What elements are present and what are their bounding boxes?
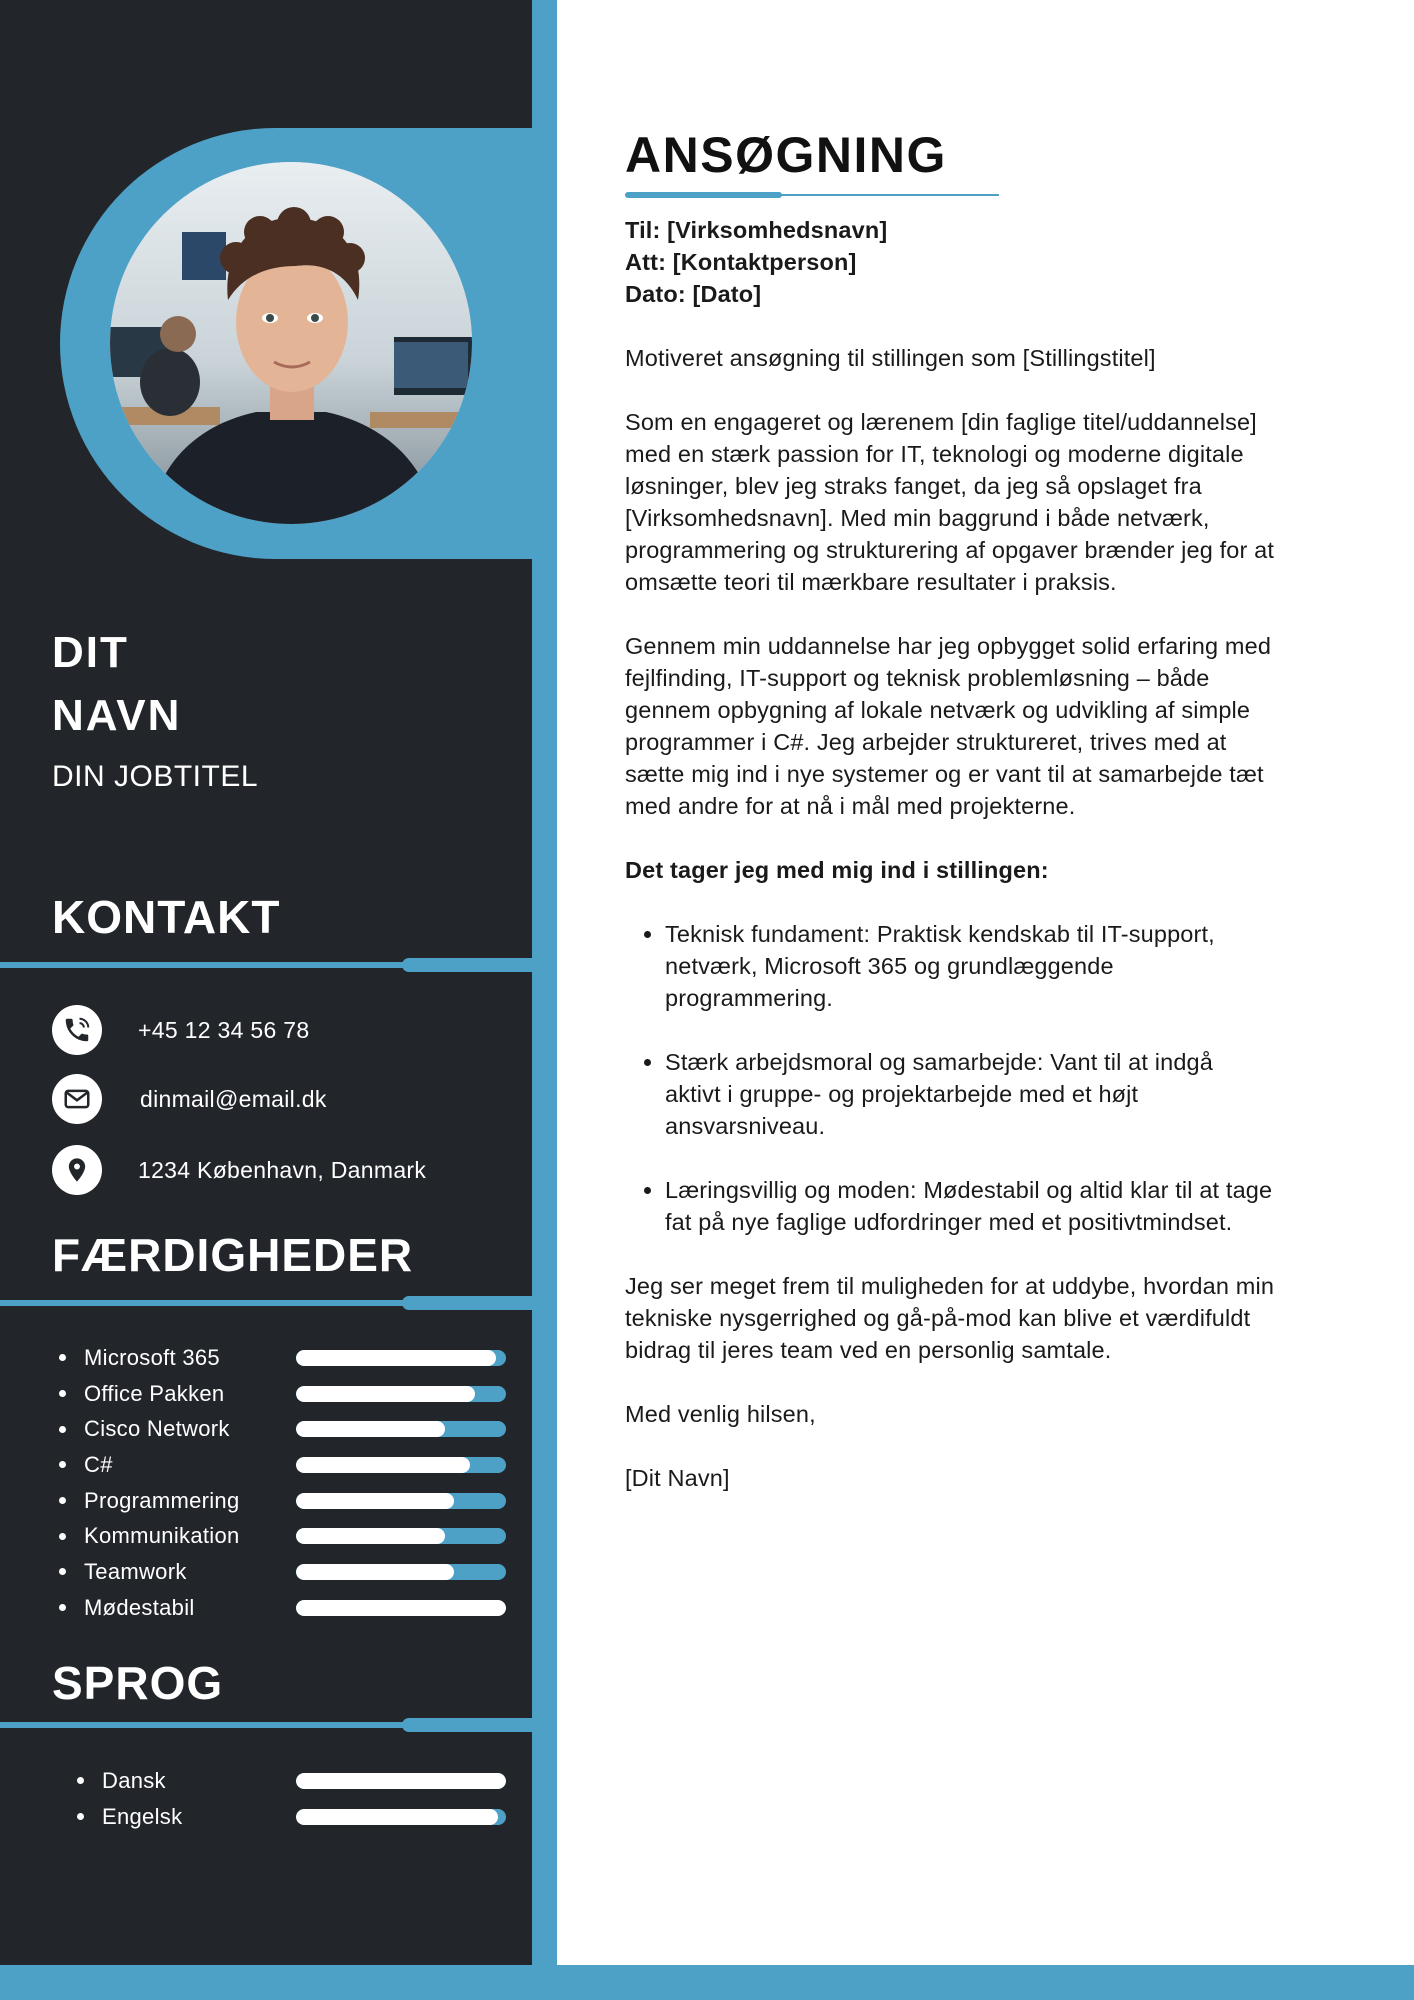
bullet-icon — [59, 1354, 66, 1361]
contact-heading: KONTAKT — [52, 891, 281, 943]
skill-row — [52, 1447, 507, 1483]
bottom-accent-bar — [0, 1965, 1414, 2000]
bullet-icon — [59, 1497, 66, 1504]
level-bar-fill — [296, 1421, 445, 1437]
recipient-contact: Att: [Kontaktperson] — [625, 249, 857, 275]
letter-body — [625, 214, 1275, 1526]
letter-date: Dato: [Dato] — [625, 281, 762, 307]
bullet-icon — [59, 1533, 66, 1540]
level-bar-fill — [296, 1564, 454, 1580]
language-row — [70, 1799, 525, 1835]
contact-email[interactable] — [52, 1074, 327, 1124]
address: 1234 København, Danmark — [138, 1156, 427, 1183]
skill-row — [52, 1554, 507, 1590]
language-label: Engelsk — [102, 1803, 183, 1829]
bullet-icon — [59, 1461, 66, 1468]
letter-paragraph-1: Som en engageret og lærenem [din faglige titel/uddannelse] med en stærk passion for IT, teknologi og moderne digitale løsninger, blev jeg straks fanget, da jeg så opslaget fra [Virksomhedsnavn]. Med min baggrund i både netværk, programmering og strukturering af opgaver brænder jeg for at omsætte teori til mærkbare resultater i praksis. — [625, 409, 1275, 595]
skills-heading: FÆRDIGHEDER — [52, 1229, 414, 1281]
language-row — [70, 1763, 525, 1799]
skill-row — [52, 1411, 507, 1447]
level-bar — [296, 1528, 506, 1544]
level-bar-fill — [296, 1350, 496, 1366]
profile-photo — [110, 162, 472, 524]
bullet-icon — [59, 1604, 66, 1611]
letter-subject: Motiveret ansøgning til stillingen som [Stillingstitel] — [625, 345, 1156, 371]
location-pin-icon — [52, 1145, 102, 1195]
qualification-list — [625, 918, 1275, 1238]
skill-label: Microsoft 365 — [84, 1344, 220, 1370]
bullet-icon — [77, 1813, 84, 1820]
level-bar-fill — [296, 1386, 475, 1402]
languages-divider — [0, 1722, 532, 1728]
level-bar-fill — [296, 1493, 454, 1509]
closing-paragraph: Jeg ser meget frem til muligheden for at uddybe, hvordan min tekniske nysgerrighed og gå-på-mod kan blive et værdifuldt bidrag til jeres team ved en personlig samtale. — [625, 1273, 1275, 1363]
skill-row — [52, 1340, 507, 1376]
bullet-icon — [59, 1390, 66, 1397]
level-bar — [296, 1386, 506, 1402]
job-title: DIN JOBTITEL — [52, 760, 259, 793]
skill-label: Programmering — [84, 1487, 240, 1513]
level-bar — [296, 1809, 506, 1825]
portrait-photo-icon — [110, 162, 472, 524]
mail-icon — [52, 1074, 102, 1124]
title-underline — [625, 194, 999, 196]
bullet-icon — [59, 1426, 66, 1433]
skill-label: Cisco Network — [84, 1416, 230, 1442]
list-heading: Det tager jeg med mig ind i stillingen: — [625, 857, 1049, 883]
name-line-1: DIT — [52, 628, 129, 677]
contact-address — [52, 1145, 426, 1195]
level-bar-fill — [296, 1809, 498, 1825]
list-item: • Teknisk fundament: Praktisk kendskab til IT-support, netværk, Microsoft 365 og grundlæggende programmering. — [665, 918, 1275, 1014]
email-address: dinmail@email.dk — [140, 1085, 327, 1112]
languages-list — [70, 1763, 525, 1834]
level-bar-fill — [296, 1600, 506, 1616]
languages-heading: SPROG — [52, 1657, 224, 1709]
name-line-2: NAVN — [52, 691, 182, 740]
skill-row — [52, 1376, 507, 1412]
level-bar — [296, 1457, 506, 1473]
level-bar — [296, 1493, 506, 1509]
level-bar-fill — [296, 1773, 506, 1789]
level-bar — [296, 1773, 506, 1789]
level-bar-fill — [296, 1528, 445, 1544]
letter-paragraph-2: Gennem min uddannelse har jeg opbygget solid erfaring med fejlfinding, IT-support og teknisk problemløsning – både gennem opbygning af lokale netværk og udvikling af simple programmer i C#. Jeg arbejder struktureret, trives med at sætte mig ind i nye systemer og er vant til at samarbejde tæt med andre for at nå i mål med projekterne. — [625, 633, 1272, 819]
skill-label: C# — [84, 1451, 113, 1477]
bullet-icon — [77, 1777, 84, 1784]
skill-row — [52, 1590, 507, 1626]
recipient-company: Til: [Virksomhedsnavn] — [625, 217, 888, 243]
level-bar — [296, 1421, 506, 1437]
phone-icon — [52, 1005, 102, 1055]
regards: Med venlig hilsen, — [625, 1401, 816, 1427]
list-item: • Stærk arbejdsmoral og samarbejde: Vant til at indgå aktivt i gruppe- og projektarbejde med et højt ansvarsniveau. — [665, 1046, 1275, 1142]
level-bar — [296, 1564, 506, 1580]
skill-row — [52, 1518, 507, 1554]
signature: [Dit Navn] — [625, 1465, 730, 1491]
bullet-icon — [59, 1568, 66, 1575]
skill-label: Mødestabil — [84, 1594, 195, 1620]
contact-divider — [0, 962, 532, 968]
skill-label: Teamwork — [84, 1558, 187, 1584]
level-bar — [296, 1600, 506, 1616]
level-bar — [296, 1350, 506, 1366]
skills-list — [52, 1340, 507, 1626]
level-bar-fill — [296, 1457, 470, 1473]
contact-phone[interactable] — [52, 1005, 309, 1055]
phone-number: +45 12 34 56 78 — [138, 1016, 310, 1043]
skills-divider — [0, 1300, 532, 1306]
skill-row — [52, 1483, 507, 1519]
skill-label: Office Pakken — [84, 1380, 225, 1406]
language-label: Dansk — [102, 1767, 166, 1793]
list-item: • Læringsvillig og moden: Mødestabil og altid klar til at tage fat på nye faglige udfordringer med et positivtmindset. — [665, 1174, 1275, 1238]
skill-label: Kommunikation — [84, 1523, 240, 1549]
letter-title: ANSØGNING — [625, 127, 947, 183]
